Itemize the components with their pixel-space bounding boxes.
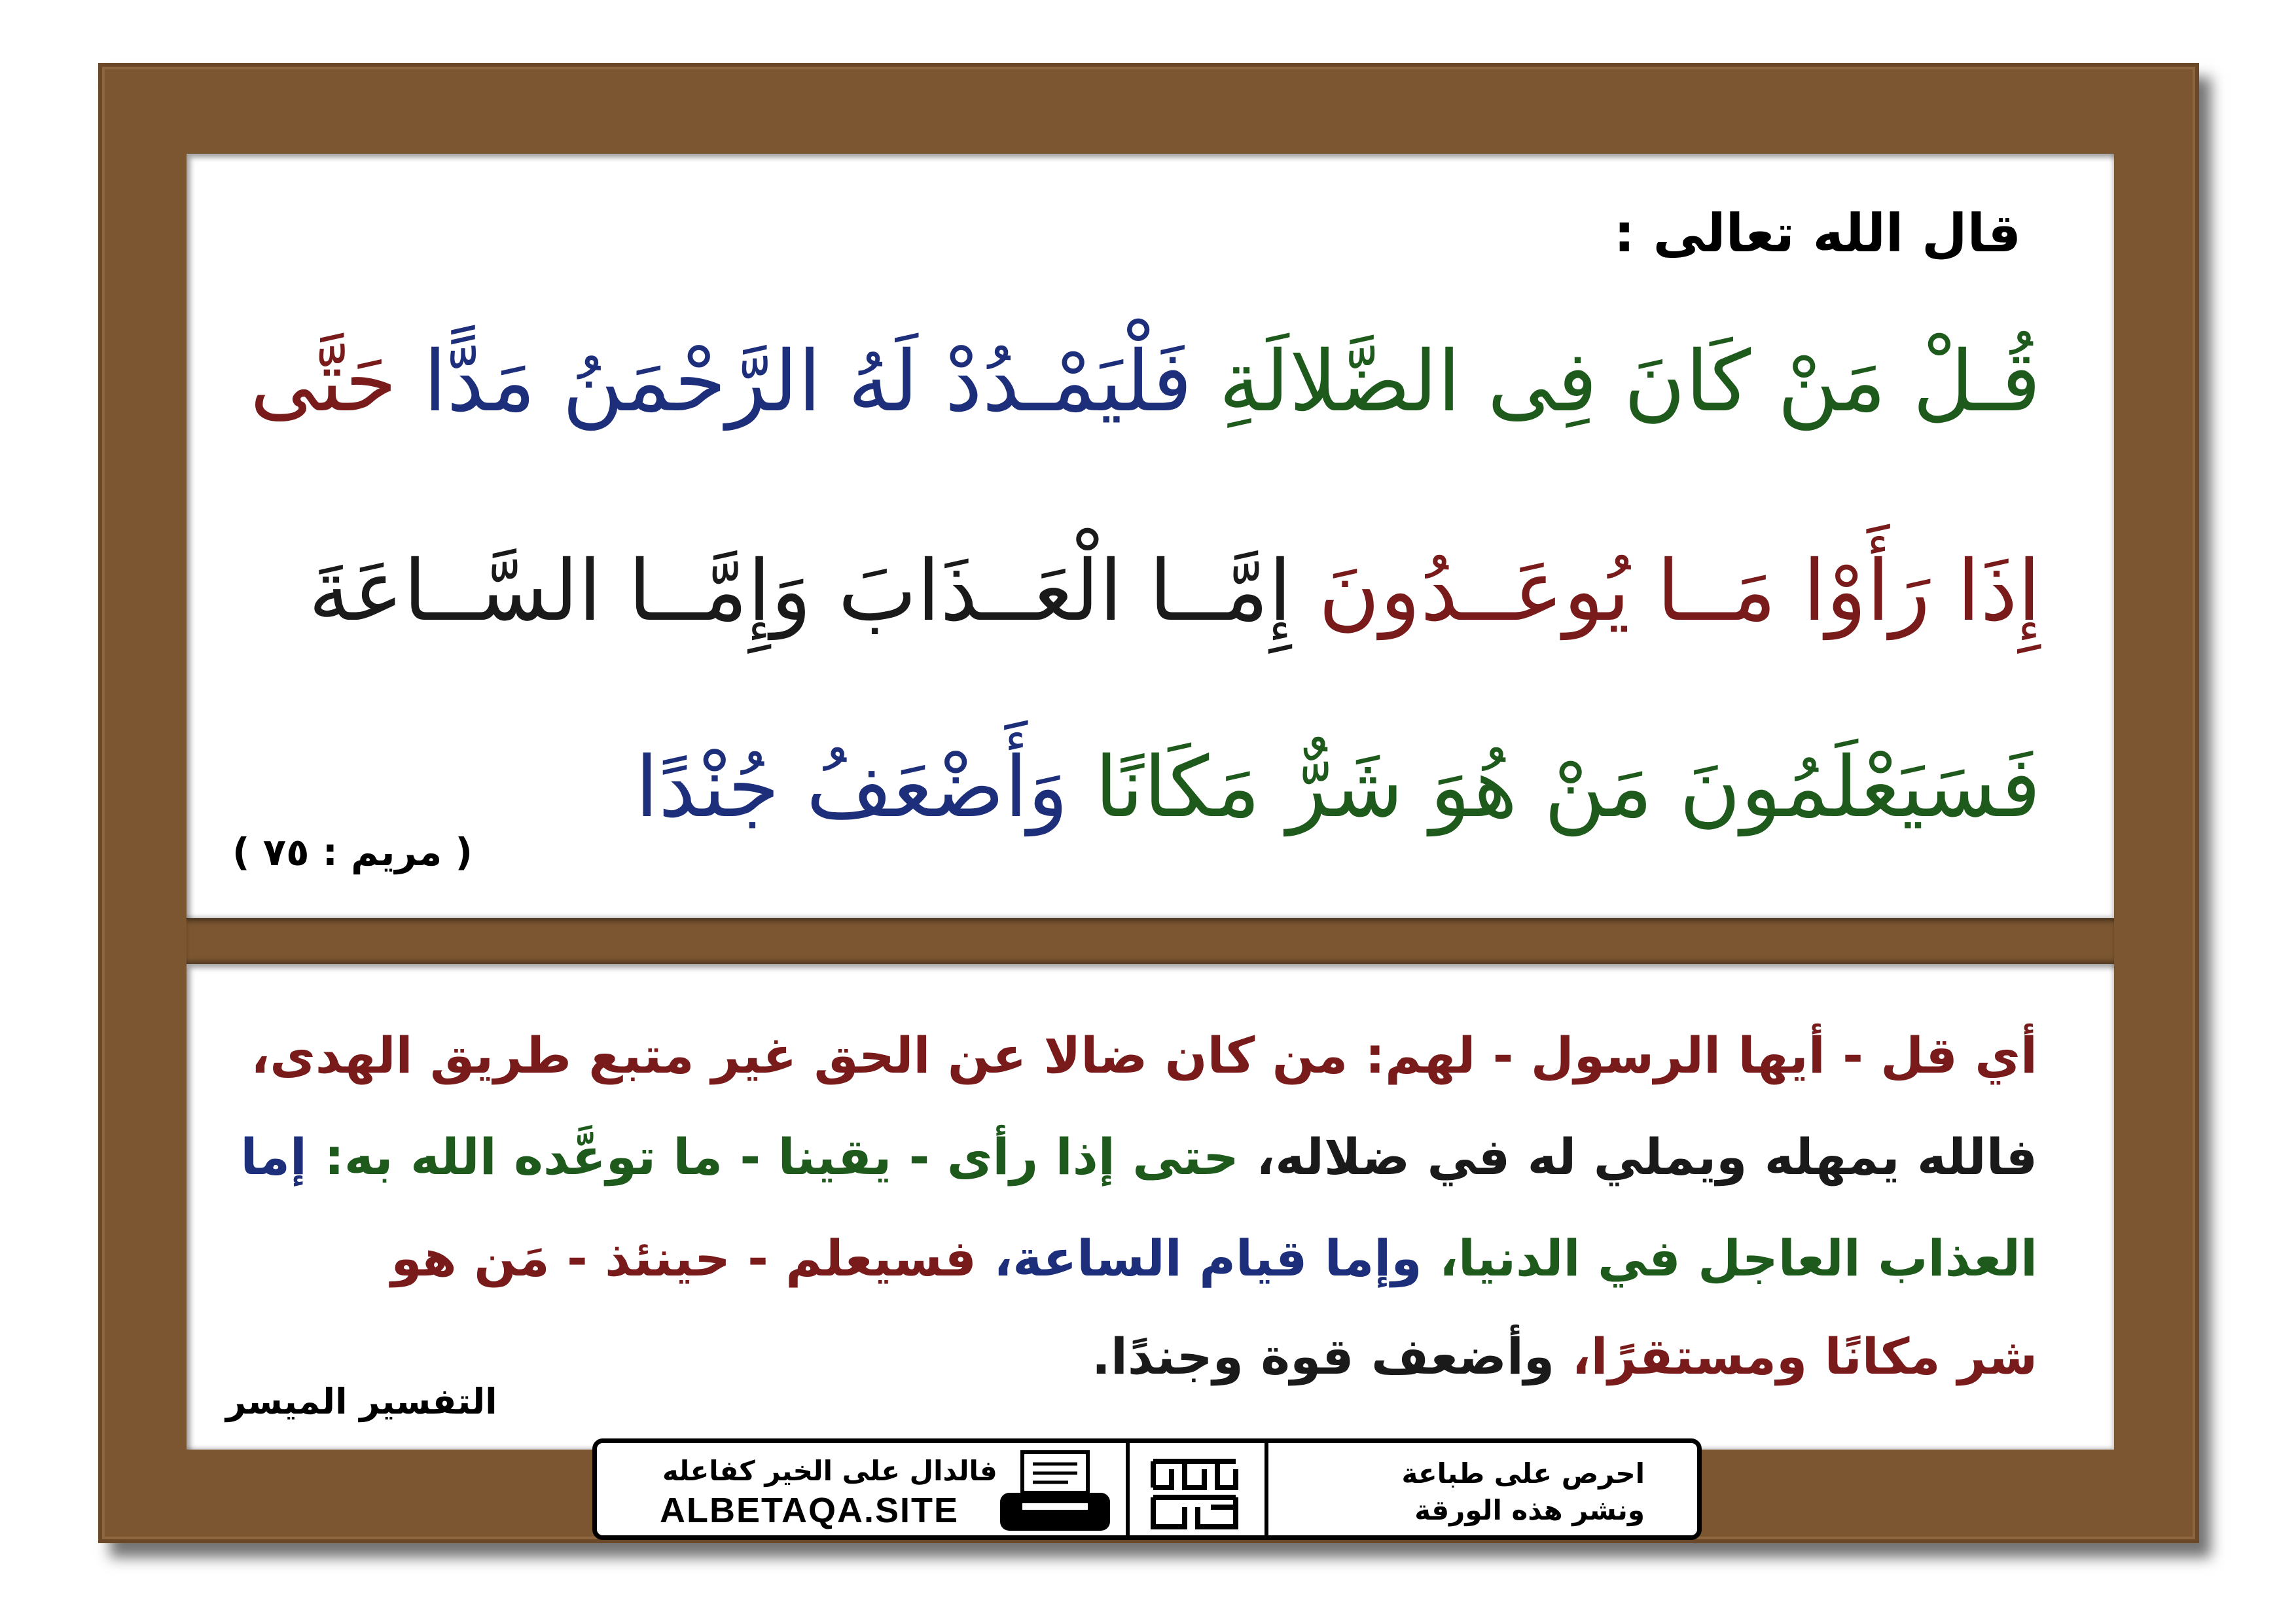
text-segment: إما: [240, 1128, 307, 1186]
text-segment: حَتَّى: [249, 333, 397, 431]
tafsir-line-4: [1091, 1327, 2037, 1385]
text-segment: فَلْيَمْـدُدْ لَهُ الرَّحْمَنُ مَدًّا: [423, 333, 1193, 431]
verse-line-2: [308, 543, 2041, 640]
verse-line-3: [635, 739, 2041, 836]
footer-note-line-1: احرص على طباعة: [1401, 1457, 1645, 1489]
footer-slogan: فالدال على الخير كفاعله: [662, 1455, 997, 1487]
footer-note-line-2: ونشر هذه الورقة: [1414, 1494, 1645, 1526]
verse-reference: ( مريم : ٧٥ ): [232, 830, 473, 874]
footer-separator: [1265, 1443, 1268, 1535]
printer-icon: [996, 1450, 1114, 1535]
tafsir-line-1: [251, 1026, 2037, 1084]
tafsir-line-3: [391, 1229, 2037, 1287]
text-segment: إِمَّــا الْعَــذَابَ وَإِمَّــا السَّــاعَةَ: [308, 543, 1292, 640]
text-segment: فسيعلم - حينئذ - مَن هو: [391, 1229, 977, 1287]
text-segment: فَسَيَعْلَمُونَ مَنْ هُوَ شَرٌّ مَكَانًا: [1094, 739, 2041, 836]
verse-line-1: [249, 333, 2041, 431]
footer-site-link[interactable]: ALBETAQA.SITE: [660, 1491, 959, 1530]
text-segment: فالله يمهله ويملي له في ضلاله،: [1256, 1128, 2037, 1186]
text-segment: العذاب العاجل في الدنيا،: [1439, 1229, 2037, 1287]
tafsir-source: التفسير الميسر: [226, 1381, 497, 1422]
text-segment: إِذَا رَأَوْا مَــا يُوعَــدُونَ: [1318, 543, 2041, 640]
text-segment: وَأَضْعَفُ جُنْدًا: [635, 739, 1068, 836]
text-segment: وأضعف قوة وجندًا.: [1091, 1327, 1555, 1385]
footer-bar: [592, 1438, 1702, 1540]
logo-calligraphy-icon: [1145, 1448, 1244, 1537]
text-segment: قُـلْ مَنْ كَانَ فِى الضَّلالَةِ: [1219, 333, 2041, 431]
text-segment: أي قل - أيها الرسول - لهم: من كان ضالا عن الحق غير متبع طريق الهدى،: [251, 1026, 2037, 1084]
tafsir-line-2: [240, 1128, 2037, 1186]
footer-separator: [1126, 1443, 1130, 1535]
heading: قال الله تعالى :: [1613, 203, 2021, 264]
text-segment: حتى إذا رأى - يقينا - ما توعَّده الله به:: [324, 1128, 1239, 1186]
text-segment: وإما قيام الساعة،: [994, 1229, 1422, 1287]
text-segment: شر مكانًا ومستقرًا،: [1571, 1327, 2037, 1385]
frame-divider: [187, 918, 2114, 964]
